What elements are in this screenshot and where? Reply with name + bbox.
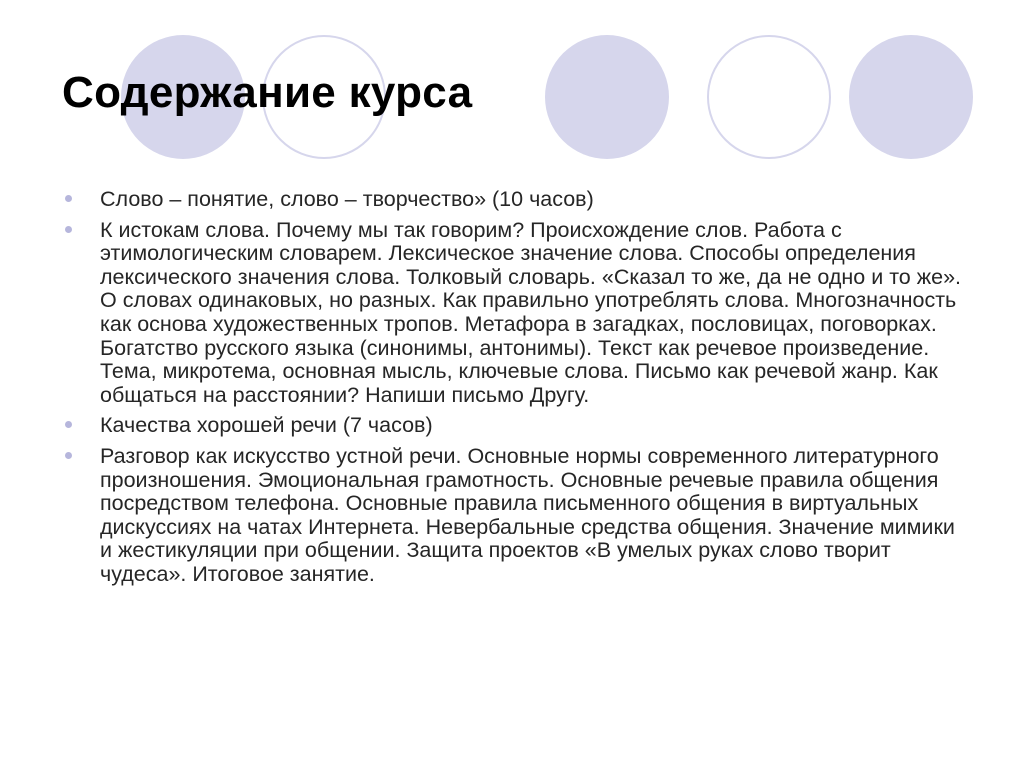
decorative-circle-3 <box>545 35 669 159</box>
bullet-dot-icon <box>65 226 72 233</box>
bullet-list <box>62 188 967 594</box>
decorative-circle-4 <box>707 35 831 159</box>
bullet-dot-icon <box>65 195 72 202</box>
bullet-item <box>62 445 967 587</box>
bullet-item <box>62 219 967 408</box>
bullet-dot-icon <box>65 452 72 459</box>
bullet-item <box>62 414 967 438</box>
bullet-text: Качества хорошей речи (7 часов) <box>100 413 433 438</box>
bullet-dot-icon <box>65 421 72 428</box>
bullet-text: Разговор как искусство устной речи. Основные нормы современного литературного произношения. Эмоциональная грамотность. Основные речевые правила общения посредством телефона. Основные правила письменного общения в виртуальных дискуссиях на чатах Интернета. Невербальные средства общения. Значение мимики и жестикуляции при общении. Защита проектов «В умелых руках слово творит чудеса». Итоговое занятие. <box>100 443 955 586</box>
bullet-item <box>62 188 967 212</box>
decorative-circle-5 <box>849 35 973 159</box>
bullet-text: Слово – понятие, слово – творчество» (10 часов) <box>100 187 594 211</box>
bullet-text: К истокам слова. Почему мы так говорим? Происхождение слов. Работа с этимологическим словарем. Лексическое значение слова. Способы определения лексического значения слова. Толковый словарь. «Сказал то же, да не одно и то же». О словах одинаковых, но разных. Как правильно употреблять слова. Многозначность как основа художественных тропов. Метафора в загадках, пословицах, поговорках. Богатство русского языка (синонимы, антонимы). Текст как речевое произведение. Тема, микротема, основная мысль, ключевые слова. Письмо как речевой жанр. Как общаться на расстоянии? Напиши письмо Другу. <box>100 217 961 407</box>
slide-title: Содержание курса <box>62 68 473 117</box>
